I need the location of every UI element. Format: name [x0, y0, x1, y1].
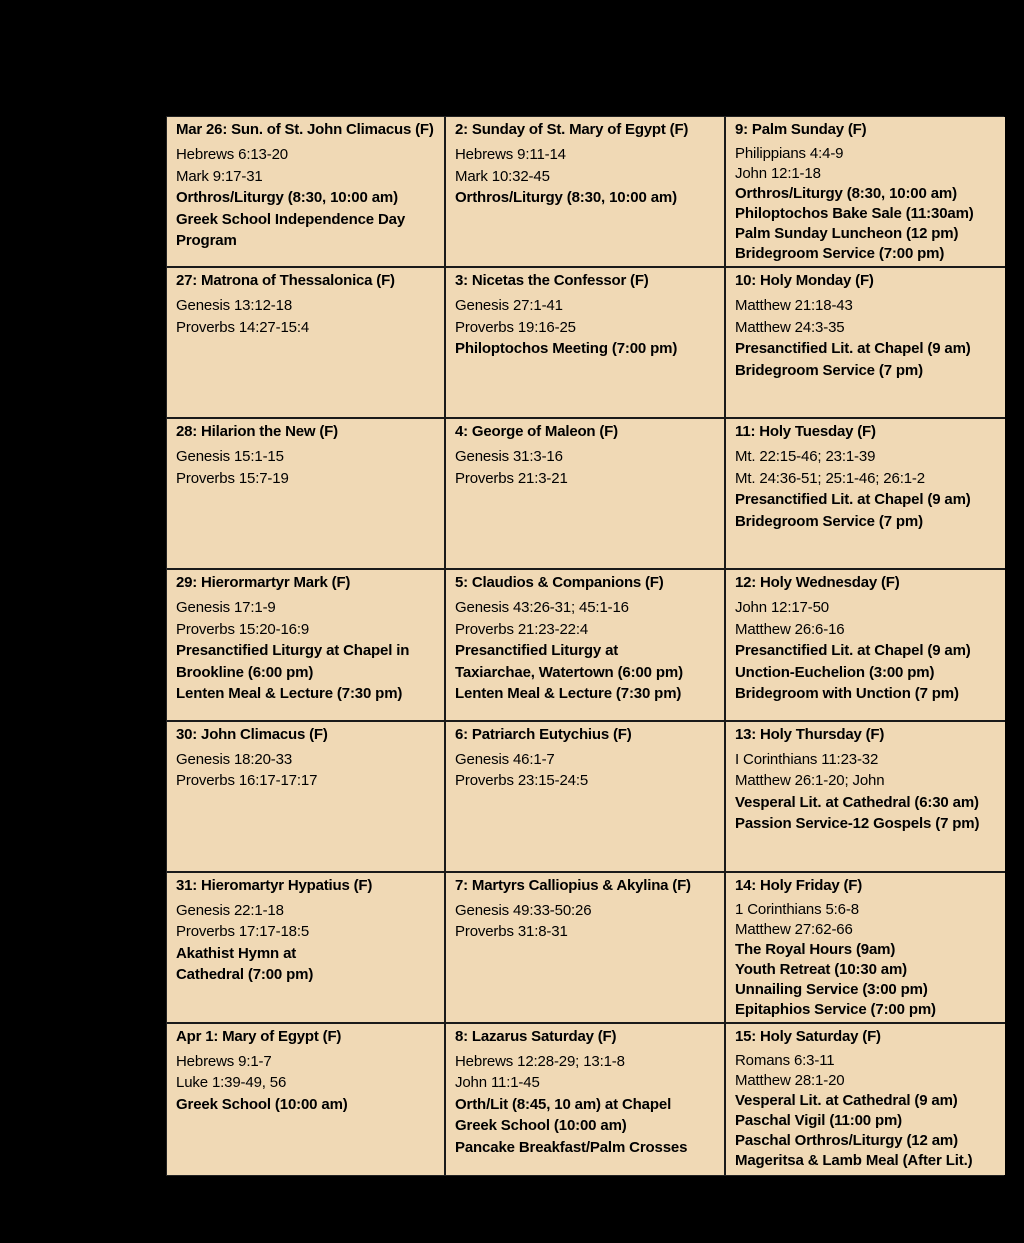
event-line: Greek School (10:00 am): [176, 1095, 348, 1113]
day-title: 11: Holy Tuesday (F): [735, 423, 876, 441]
event-line: Brookline (6:00 pm): [176, 663, 314, 681]
event-line: Paschal Vigil (11:00 pm): [735, 1111, 903, 1129]
reading-line: Genesis 15:1-15: [176, 448, 284, 466]
calendar-day-cell: [167, 570, 446, 721]
event-line: Presanctified Lit. at Chapel (9 am): [735, 340, 971, 358]
calendar-grid: [166, 116, 1004, 1176]
reading-line: Proverbs 31:8-31: [455, 923, 568, 941]
event-line: Epitaphios Service (7:00 pm): [735, 1000, 936, 1018]
event-line: Orthros/Liturgy (8:30, 10:00 am): [455, 189, 677, 206]
day-title: Apr 1: Mary of Egypt (F): [176, 1027, 342, 1045]
reading-line: Matthew 26:6-16: [735, 620, 845, 638]
day-title: Mar 26: Sun. of St. John Climacus (F): [176, 121, 434, 138]
reading-line: Matthew 27:62-66: [735, 920, 853, 938]
calendar-day-cell: [446, 873, 726, 1024]
reading-line: I Corinthians 11:23-32: [735, 750, 879, 768]
day-title: 6: Patriarch Eutychius (F): [455, 725, 632, 743]
day-title: 28: Hilarion the New (F): [176, 423, 338, 441]
event-line: Taxiarchae, Watertown (6:00 pm): [455, 663, 683, 681]
event-line: Unction-Euchelion (3:00 pm): [735, 663, 935, 681]
day-title: 14: Holy Friday (F): [735, 876, 863, 894]
reading-line: Genesis 31:3-16: [455, 448, 563, 466]
event-line: Orthros/Liturgy (8:30, 10:00 am): [735, 185, 957, 202]
calendar-day-cell: [167, 1024, 446, 1175]
reading-line: Genesis 13:12-18: [176, 297, 293, 315]
reading-line: Genesis 27:1-41: [455, 297, 563, 315]
event-line: Presanctified Lit. at Chapel (9 am): [735, 642, 971, 660]
calendar-day-cell: [446, 268, 726, 419]
reading-line: Hebrews 12:28-29; 13:1-8: [455, 1052, 625, 1070]
event-line: Lenten Meal & Lecture (7:30 pm): [176, 685, 403, 703]
reading-line: Proverbs 15:7-19: [176, 469, 289, 487]
reading-line: Genesis 49:33-50:26: [455, 901, 592, 919]
reading-line: Matthew 28:1-20: [735, 1071, 845, 1089]
event-line: Greek School Independence Day: [176, 210, 406, 228]
reading-line: Genesis 22:1-18: [176, 901, 284, 919]
reading-line: Hebrews 9:1-7: [176, 1052, 272, 1070]
reading-line: Proverbs 17:17-18:5: [176, 923, 310, 941]
event-line: Orth/Lit (8:45, 10 am) at Chapel: [455, 1095, 672, 1113]
reading-line: Genesis 17:1-9: [176, 599, 276, 617]
event-line: Palm Sunday Luncheon (12 pm): [735, 225, 959, 242]
calendar-day-cell: [167, 873, 446, 1024]
reading-line: Philippians 4:4-9: [735, 145, 844, 162]
reading-line: Matthew 26:1-20; John: [735, 772, 885, 790]
event-line: The Royal Hours (9am): [735, 940, 896, 958]
event-line: Bridegroom Service (7 pm): [735, 361, 923, 379]
calendar-day-cell: [167, 117, 446, 268]
reading-line: Mark 10:32-45: [455, 167, 550, 185]
reading-line: Mt. 22:15-46; 23:1-39: [735, 448, 876, 466]
event-line: Presanctified Liturgy at Chapel in: [176, 642, 410, 660]
reading-line: Luke 1:39-49, 56: [176, 1074, 287, 1092]
day-title: 4: George of Maleon (F): [455, 423, 618, 441]
event-line: Mageritsa & Lamb Meal (After Lit.): [735, 1151, 973, 1169]
reading-line: Hebrews 9:11-14: [455, 146, 566, 163]
event-line: Vesperal Lit. at Cathedral (9 am): [735, 1091, 958, 1109]
reading-line: Genesis 43:26-31; 45:1-16: [455, 599, 629, 617]
event-line: Lenten Meal & Lecture (7:30 pm): [455, 685, 682, 703]
event-line: Bridegroom Service (7 pm): [735, 512, 923, 530]
calendar-day-cell: [726, 268, 1005, 419]
event-line: Pancake Breakfast/Palm Crosses: [455, 1138, 688, 1156]
reading-line: Proverbs 15:20-16:9: [176, 620, 310, 638]
calendar-day-cell: [726, 117, 1005, 268]
calendar-day-cell: [167, 419, 446, 570]
calendar-day-cell: [446, 722, 726, 873]
calendar-day-cell: [446, 1024, 726, 1175]
reading-line: Proverbs 23:15-24:5: [455, 772, 589, 790]
reading-line: Genesis 46:1-7: [455, 750, 555, 768]
reading-line: Proverbs 16:17-17:17: [176, 772, 318, 790]
event-line: Unnailing Service (3:00 pm): [735, 980, 928, 998]
event-line: Akathist Hymn at: [176, 944, 297, 962]
calendar-day-cell: [446, 117, 726, 268]
event-line: Passion Service-12 Gospels (7 pm): [735, 815, 980, 833]
calendar-day-cell: [446, 419, 726, 570]
event-line: Youth Retreat (10:30 am): [735, 960, 907, 978]
event-line: Philoptochos Bake Sale (11:30am): [735, 205, 974, 222]
reading-line: Proverbs 19:16-25: [455, 318, 576, 336]
event-line: Cathedral (7:00 pm): [176, 966, 314, 984]
event-line: Bridegroom with Unction (7 pm): [735, 685, 959, 703]
reading-line: Mark 9:17-31: [176, 167, 263, 185]
calendar-day-cell: [446, 570, 726, 721]
event-line: Bridegroom Service (7:00 pm): [735, 245, 945, 262]
reading-line: 1 Corinthians 5:6-8: [735, 900, 859, 918]
reading-line: Proverbs 21:3-21: [455, 469, 568, 487]
reading-line: Genesis 18:20-33: [176, 750, 293, 768]
day-title: 2: Sunday of St. Mary of Egypt (F): [455, 121, 689, 138]
calendar-day-cell: [726, 873, 1005, 1024]
event-line: Presanctified Liturgy at: [455, 642, 619, 660]
day-title: 27: Matrona of Thessalonica (F): [176, 272, 395, 290]
day-title: 13: Holy Thursday (F): [735, 725, 885, 743]
day-title: 30: John Climacus (F): [176, 725, 328, 743]
event-line: Orthros/Liturgy (8:30, 10:00 am): [176, 189, 398, 206]
reading-line: Matthew 21:18-43: [735, 297, 853, 315]
event-line: Vesperal Lit. at Cathedral (6:30 am): [735, 793, 979, 811]
calendar-day-cell: [167, 722, 446, 873]
day-title: 15: Holy Saturday (F): [735, 1027, 881, 1045]
reading-line: Romans 6:3-11: [735, 1051, 835, 1069]
reading-line: John 12:1-18: [735, 165, 821, 182]
day-title: 3: Nicetas the Confessor (F): [455, 272, 649, 290]
day-title: 29: Hierormartyr Mark (F): [176, 574, 351, 592]
day-title: 31: Hieromartyr Hypatius (F): [176, 876, 373, 894]
reading-line: John 11:1-45: [455, 1074, 540, 1092]
reading-line: John 12:17-50: [735, 599, 829, 617]
event-line: Paschal Orthros/Liturgy (12 am): [735, 1131, 958, 1149]
day-title: 12: Holy Wednesday (F): [735, 574, 900, 592]
day-title: 7: Martyrs Calliopius & Akylina (F): [455, 876, 691, 894]
event-line: Philoptochos Meeting (7:00 pm): [455, 340, 678, 358]
day-title: 10: Holy Monday (F): [735, 272, 874, 290]
event-line: Program: [176, 232, 237, 249]
reading-line: Proverbs 21:23-22:4: [455, 620, 589, 638]
event-line: Greek School (10:00 am): [455, 1117, 627, 1135]
calendar-day-cell: [726, 570, 1005, 721]
day-title: 9: Palm Sunday (F): [735, 121, 867, 138]
reading-line: Mt. 24:36-51; 25:1-46; 26:1-2: [735, 469, 925, 487]
calendar-day-cell: [726, 722, 1005, 873]
day-title: 5: Claudios & Companions (F): [455, 574, 664, 592]
reading-line: Matthew 24:3-35: [735, 318, 845, 336]
calendar-day-cell: [726, 419, 1005, 570]
calendar-day-cell: [726, 1024, 1005, 1175]
reading-line: Proverbs 14:27-15:4: [176, 318, 310, 336]
reading-line: Hebrews 6:13-20: [176, 146, 288, 163]
day-title: 8: Lazarus Saturday (F): [455, 1027, 617, 1045]
calendar-day-cell: [167, 268, 446, 419]
event-line: Presanctified Lit. at Chapel (9 am): [735, 491, 971, 509]
